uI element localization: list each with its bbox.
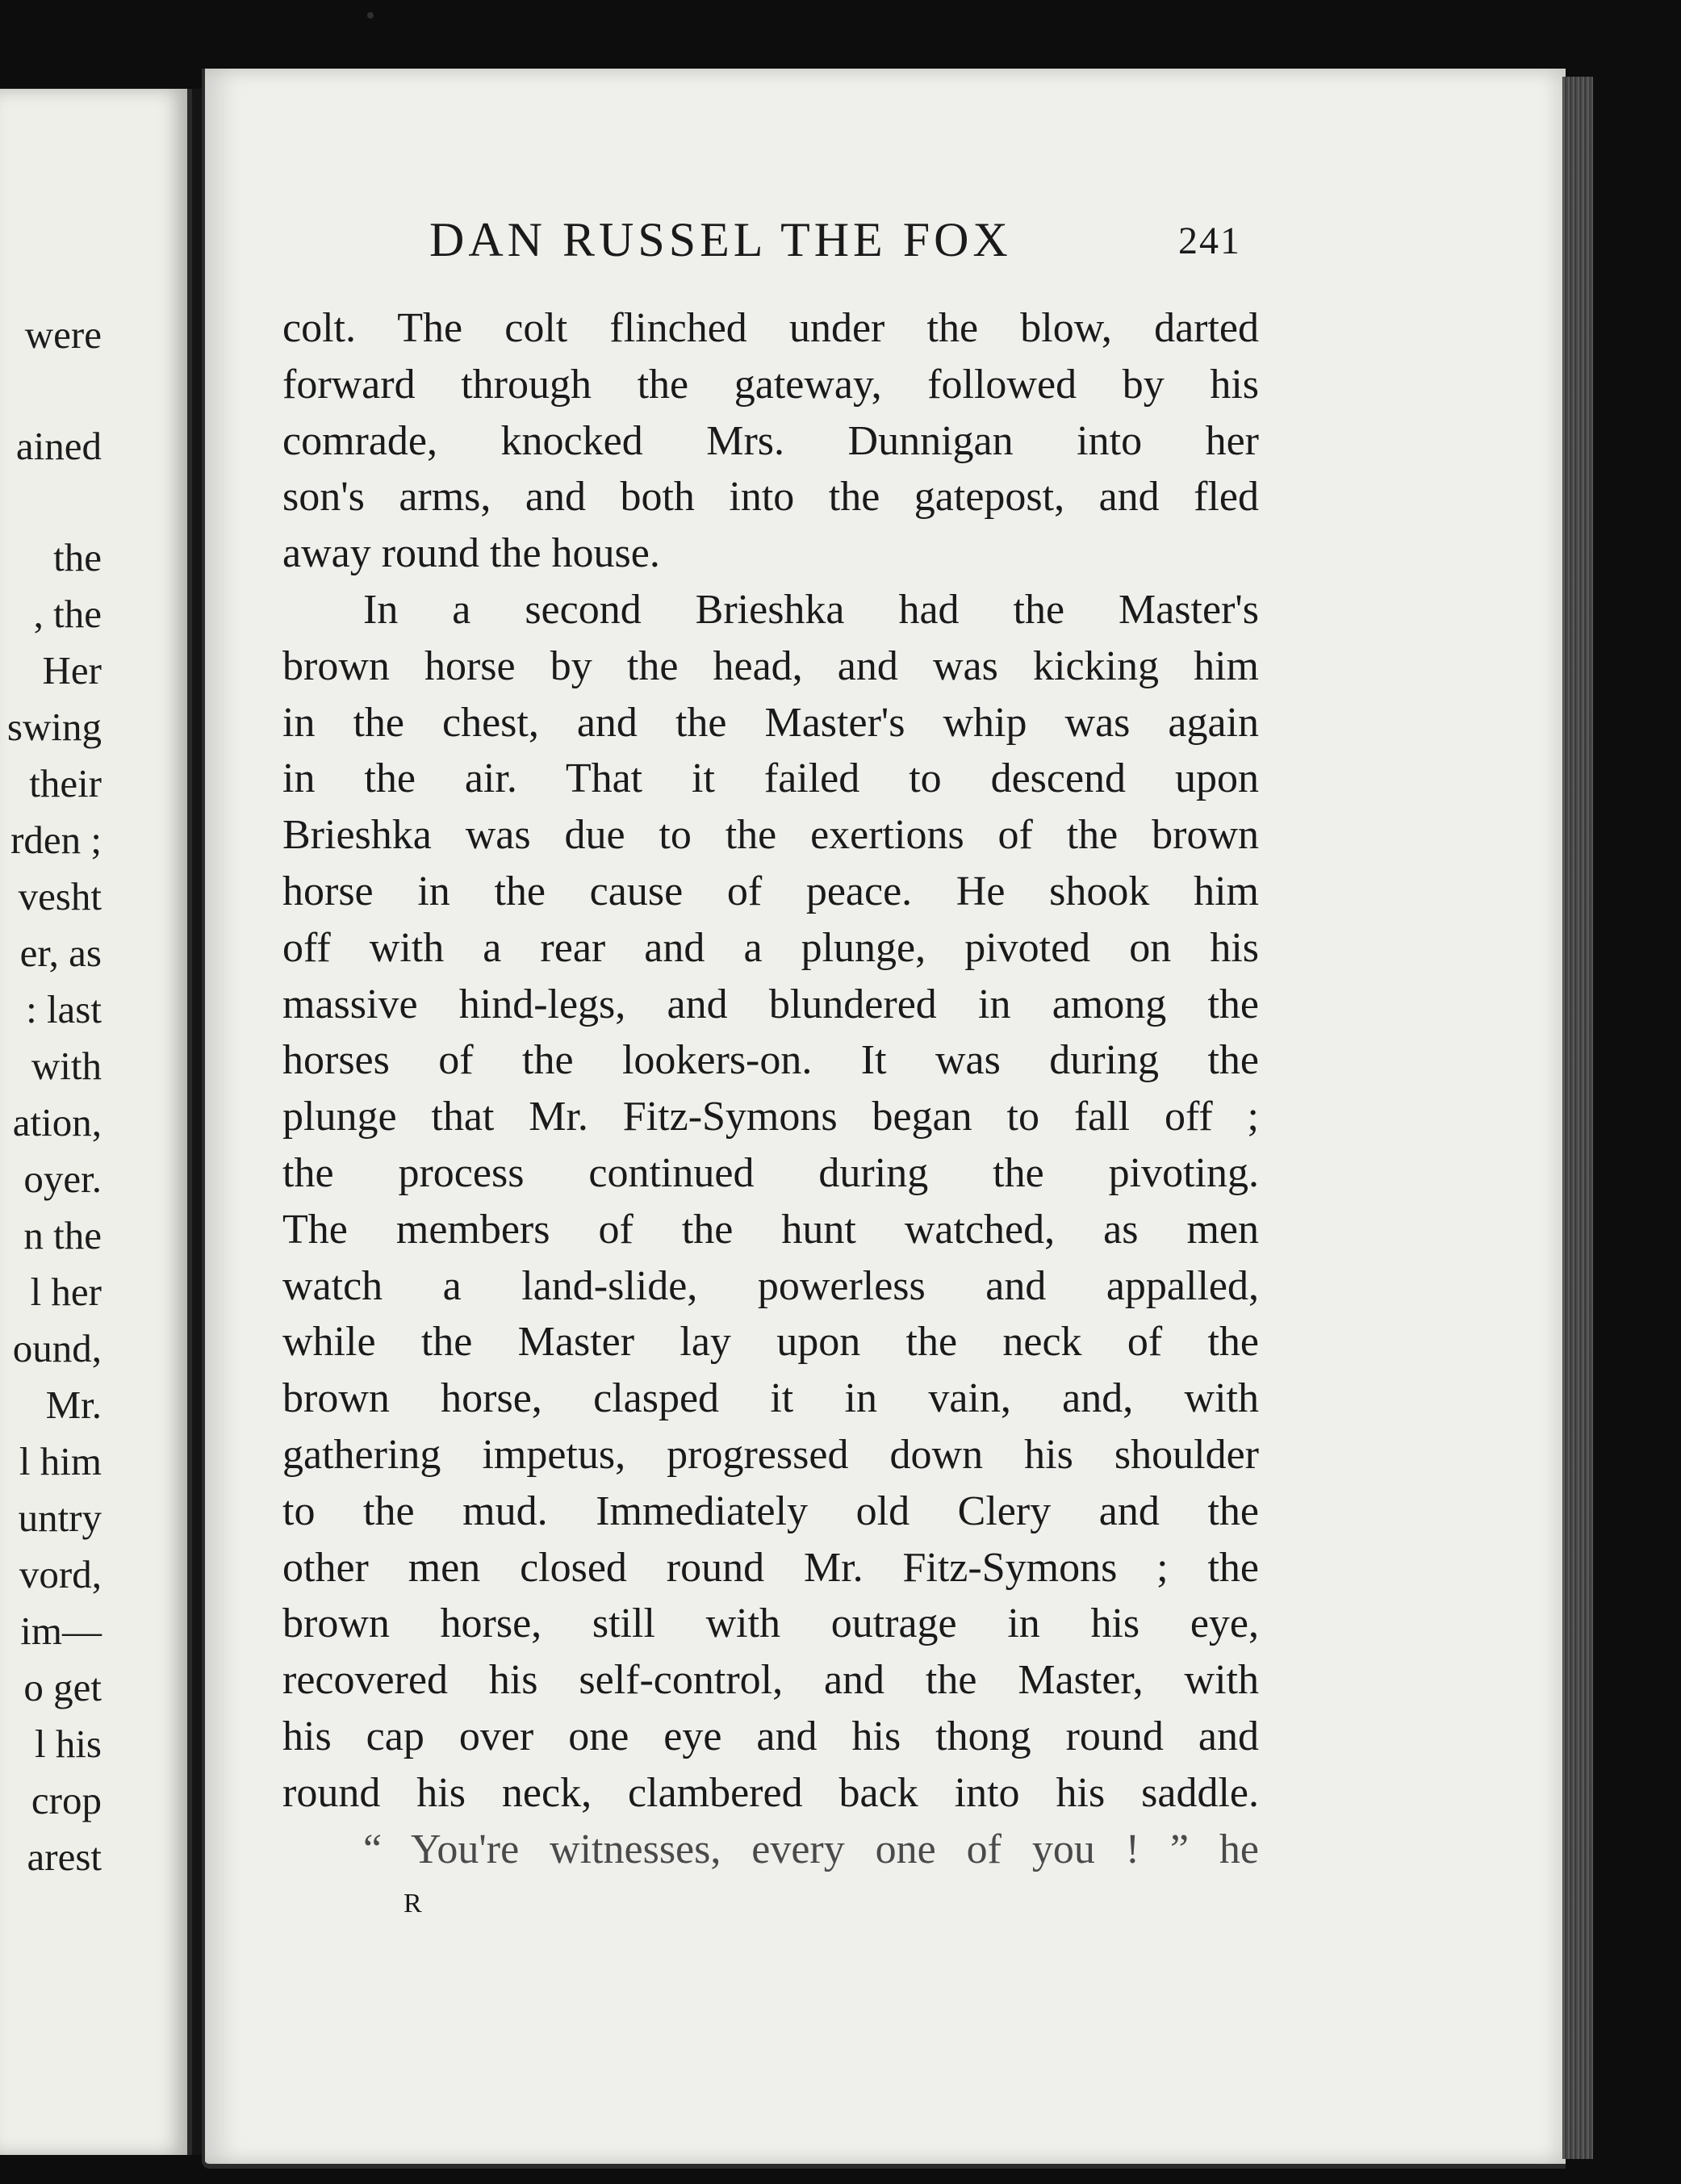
facing-page-left [0, 89, 192, 2155]
scan-speck [367, 12, 374, 19]
left-line-fragment: rden ; [10, 818, 102, 862]
left-line-fragment: vesht [18, 874, 102, 918]
left-line-fragment: ound, [12, 1326, 102, 1370]
page-number: 241 [1178, 220, 1241, 262]
text-line: colt. The colt flinched under the blow, darted [282, 305, 1259, 351]
text-line: in the air. That it failed to descend upon [282, 755, 1259, 802]
left-line-fragment: ation, [12, 1100, 102, 1144]
text-line: massive hind-legs, and blundered in among the [282, 981, 1259, 1027]
text-line: horse in the cause of peace. He shook him [282, 868, 1259, 914]
left-line-fragment: n the [23, 1213, 102, 1257]
left-line-fragment: im— [20, 1609, 102, 1653]
text-line: his cap over one eye and his thong round and [282, 1713, 1259, 1759]
left-line-fragment: with [31, 1044, 102, 1088]
left-line-fragment: , the [33, 592, 102, 636]
left-line-fragment: were [24, 312, 102, 357]
text-line: other men closed round Mr. Fitz-Symons ; the [282, 1544, 1259, 1591]
book-gutter [192, 89, 202, 2155]
text-line: forward through the gateway, followed by his [282, 361, 1259, 408]
left-line-fragment: ained [15, 424, 102, 468]
left-line-fragment: arest [27, 1835, 102, 1879]
text-line: plunge that Mr. Fitz-Symons began to fall off ; [282, 1094, 1259, 1140]
left-line-fragment: their [29, 761, 102, 805]
left-line-fragment: vord, [19, 1552, 102, 1596]
text-line: off with a rear and a plunge, pivoted on his [282, 924, 1259, 971]
text-line: In a second Brieshka had the Master's [363, 586, 1259, 633]
signature-mark: R [404, 1889, 422, 1918]
left-line-fragment: Her [42, 648, 102, 692]
running-head: DAN RUSSEL THE FOX [429, 213, 1012, 266]
left-line-fragment: the [53, 535, 102, 579]
page-block-edge [1562, 77, 1593, 2159]
text-line: round his neck, clambered back into his saddle. [282, 1769, 1259, 1816]
left-line-fragment: l him [19, 1439, 102, 1483]
text-line: brown horse, clasped it in vain, and, with [282, 1375, 1259, 1422]
left-line-fragment: untry [18, 1496, 102, 1540]
text-line: son's arms, and both into the gatepost, and fled [282, 474, 1259, 521]
text-line: in the chest, and the Master's whip was again [282, 699, 1259, 746]
text-line: Brieshka was due to the exertions of the brown [282, 812, 1259, 859]
text-line: horses of the lookers-on. It was during the [282, 1037, 1259, 1084]
left-line-fragment: oyer. [23, 1157, 102, 1201]
left-line-fragment: l her [30, 1270, 102, 1314]
text-line: away round the house. [282, 530, 660, 577]
left-line-fragment: : last [26, 987, 102, 1031]
text-line: recovered his self-control, and the Master, with [282, 1657, 1259, 1704]
body-text [282, 300, 1259, 1877]
text-line: watch a land-slide, powerless and appalled, [282, 1262, 1259, 1309]
text-line: gathering impetus, progressed down his shoulder [282, 1431, 1259, 1478]
text-line: while the Master lay upon the neck of the [282, 1319, 1259, 1366]
text-line: the process continued during the pivoting. [282, 1149, 1259, 1196]
text-line: comrade, knocked Mrs. Dunnigan into her [282, 417, 1259, 464]
left-line-fragment: o get [23, 1665, 102, 1709]
text-line: “ You're witnesses, every one of you ! ” he [363, 1826, 1259, 1872]
text-line: brown horse, still with outrage in his eye, [282, 1600, 1259, 1647]
text-line: The members of the hunt watched, as men [282, 1206, 1259, 1253]
left-line-fragment: crop [31, 1778, 102, 1822]
left-line-fragment: Mr. [45, 1383, 102, 1427]
left-line-fragment: swing [6, 705, 102, 749]
text-line: brown horse by the head, and was kicking him [282, 642, 1259, 689]
text-line: to the mud. Immediately old Clery and the [282, 1487, 1259, 1534]
left-line-fragment: l his [34, 1722, 102, 1766]
left-line-fragment: er, as [19, 931, 102, 975]
